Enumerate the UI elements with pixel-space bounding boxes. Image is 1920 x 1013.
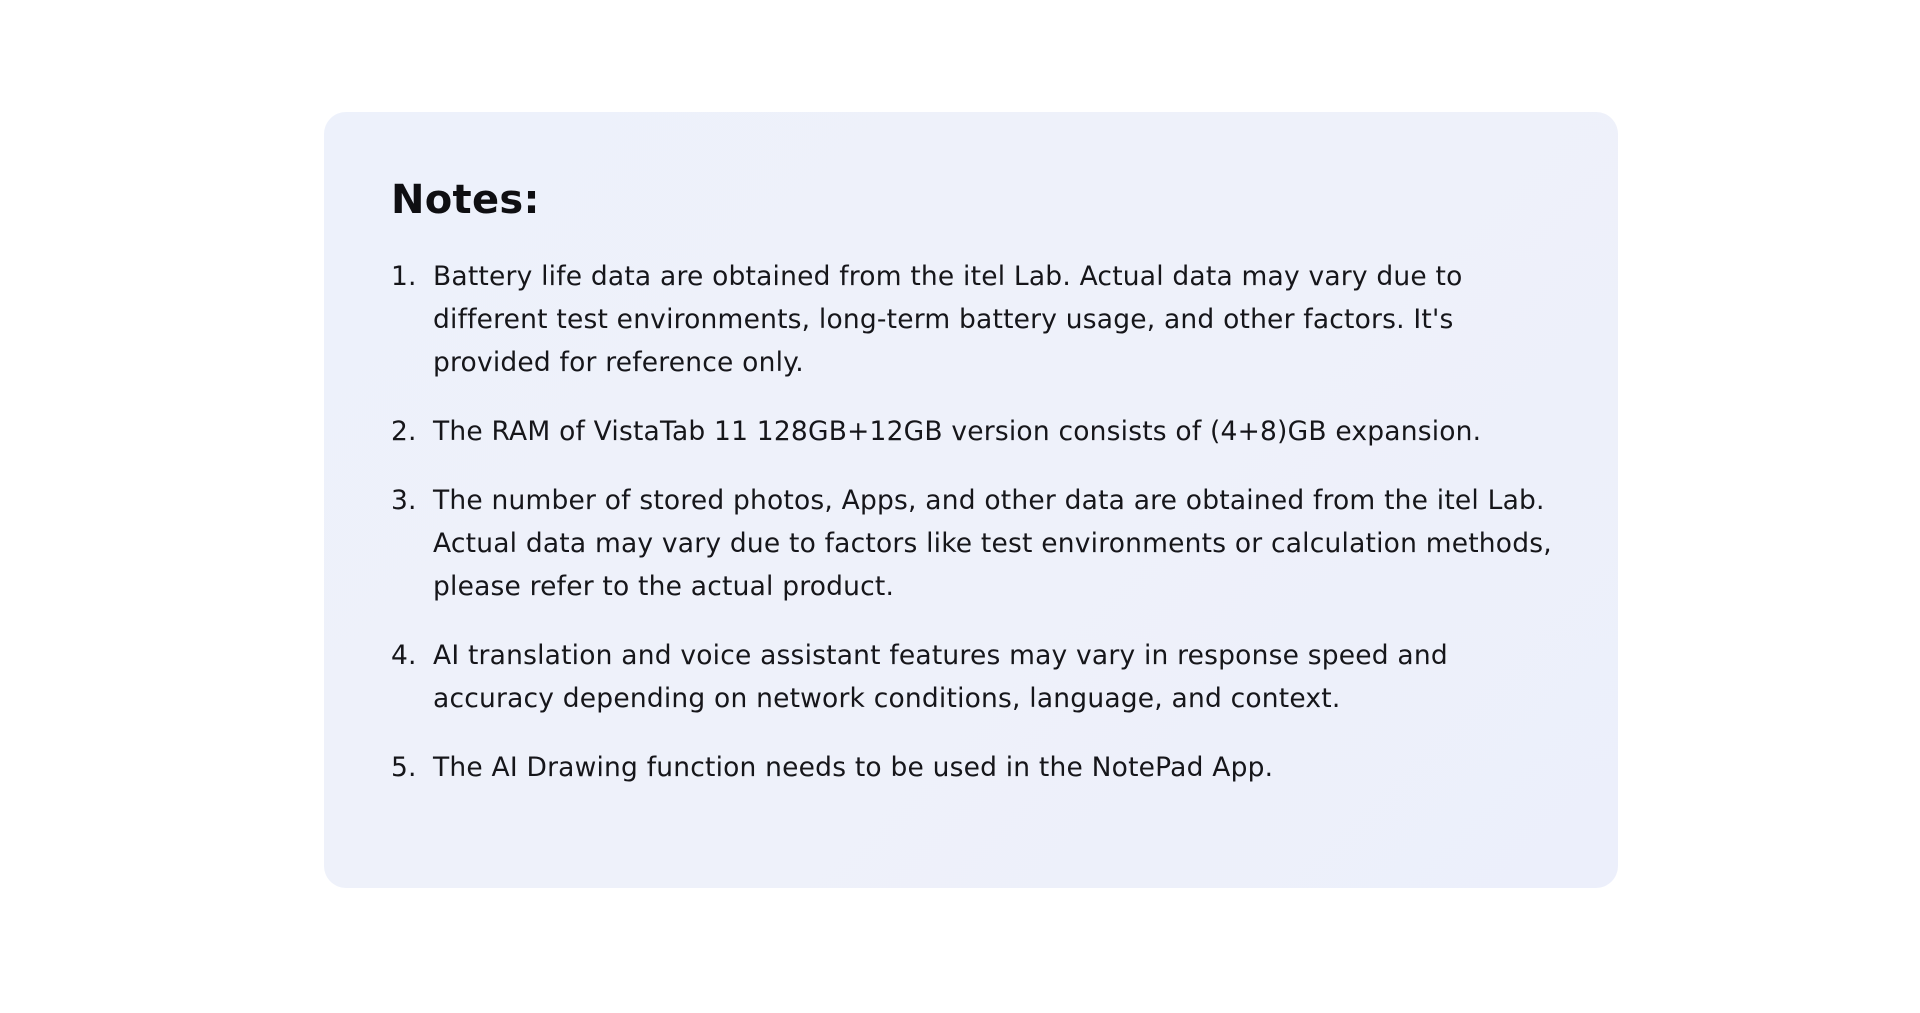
notes-card bbox=[324, 112, 1618, 888]
note-number: 4. bbox=[391, 640, 417, 671]
note-item-1 bbox=[391, 255, 1578, 384]
note-item-4 bbox=[391, 634, 1578, 720]
note-number: 2. bbox=[391, 416, 417, 447]
note-number: 1. bbox=[391, 261, 417, 292]
note-text: AI translation and voice assistant features may vary in response speed and accuracy depending on network conditions, language, and context. bbox=[433, 640, 1448, 714]
notes-title: Notes: bbox=[391, 177, 540, 223]
note-item-3 bbox=[391, 479, 1578, 608]
note-item-5 bbox=[391, 746, 1578, 789]
note-text: Battery life data are obtained from the itel Lab. Actual data may vary due to different test environments, long-term battery usage, and other factors. It's provided for reference only. bbox=[433, 261, 1463, 378]
note-text: The AI Drawing function needs to be used in the NotePad App. bbox=[433, 752, 1274, 783]
note-number: 5. bbox=[391, 752, 417, 783]
note-number: 3. bbox=[391, 485, 417, 516]
note-item-2 bbox=[391, 410, 1578, 453]
note-text: The number of stored photos, Apps, and other data are obtained from the itel Lab. Actual data may vary due to factors like test environments or calculation methods, please refer to the actual product. bbox=[433, 485, 1552, 602]
note-text: The RAM of VistaTab 11 128GB+12GB version consists of (4+8)GB expansion. bbox=[433, 416, 1482, 447]
notes-list bbox=[391, 255, 1578, 789]
